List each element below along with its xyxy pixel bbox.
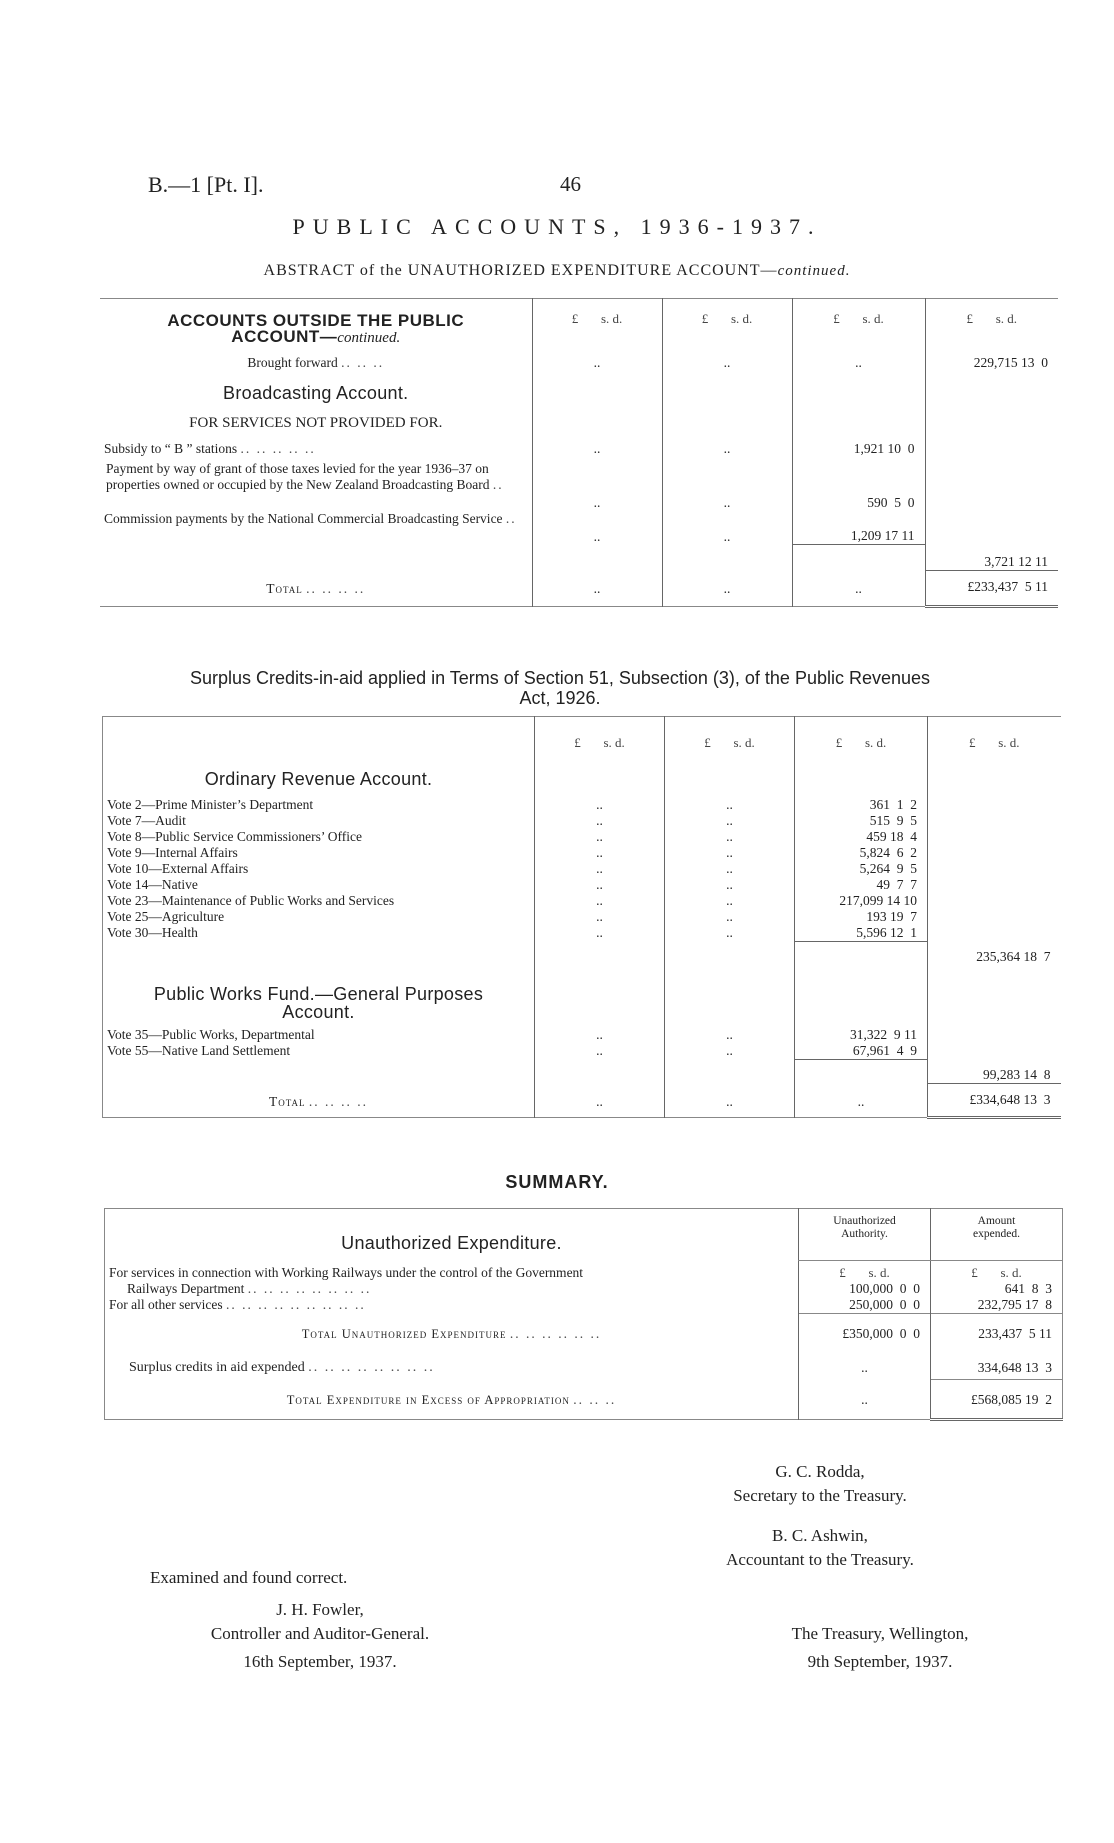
section1-total-col3: .. xyxy=(792,571,925,607)
vote-col1: .. xyxy=(535,909,665,925)
vote-row: Vote 25—Agriculture xyxy=(107,908,225,924)
vote-col1: .. xyxy=(535,877,665,893)
subtitle-main: ABSTRACT of the UNAUTHORIZED EXPENDITURE ACCOUNT— xyxy=(263,262,778,279)
surplus-credits-title xyxy=(80,668,1040,708)
ashwin-title: Accountant to the Treasury. xyxy=(726,1550,914,1569)
vote-col2: .. xyxy=(665,909,795,925)
page-number: 46 xyxy=(560,172,581,196)
section1-heading-line2: ACCOUNT— xyxy=(231,327,338,346)
brought-forward-col3: .. xyxy=(792,347,925,379)
commission-col1: .. xyxy=(532,511,662,545)
vote-amount: 5,824 6 2 xyxy=(795,845,928,861)
vote-amount: 5,264 9 5 xyxy=(795,861,928,877)
vote-amount: 515 9 5 xyxy=(795,813,928,829)
vote-row: Vote 23—Maintenance of Public Works and Services xyxy=(107,892,395,908)
summary-authority-currency: £ s. d. xyxy=(799,1261,931,1282)
vote-amount: 5,596 12 1 xyxy=(795,925,928,942)
section1-total-col1: .. xyxy=(532,571,662,607)
summary-table xyxy=(104,1208,1063,1421)
surplus-credits-label: Surplus credits in aid expended .. .. .. .. .. .. .. .. xyxy=(129,1359,435,1375)
summary-row-railways: For services in connection with Working Railways under the control of the Government xyxy=(109,1264,584,1280)
vote-row: Vote 2—Prime Minister’s Department xyxy=(107,796,314,812)
brought-forward-col2: .. xyxy=(662,347,792,379)
s2-col-header-1: £ s. d. xyxy=(535,717,665,755)
s2-col-header-4: £ s. d. xyxy=(928,717,1061,755)
treasury-location xyxy=(750,1622,1010,1674)
vote-row: Vote 7—Audit xyxy=(107,812,186,828)
payment-grant-col2: .. xyxy=(662,461,792,511)
vote-row: Vote 30—Health xyxy=(107,924,198,940)
treasury-date: 9th September, 1937. xyxy=(807,1652,953,1671)
vote-col1: .. xyxy=(535,925,665,942)
surplus-credits-authority: .. xyxy=(799,1348,931,1380)
section1-total-col2: .. xyxy=(662,571,792,607)
section1-grand-total: £233,437 5 11 xyxy=(925,571,1058,607)
broadcasting-row-subsidy: Subsidy to “ B ” stations .. .. .. .. .. xyxy=(104,440,316,456)
ordinary-revenue-title: Ordinary Revenue Account. xyxy=(204,768,433,789)
brought-forward-label: Brought forward .. .. .. xyxy=(247,354,385,370)
signature-rodda xyxy=(690,1460,950,1508)
examined-note: Examined and found correct. xyxy=(150,1568,348,1587)
vote-amount: 361 1 2 xyxy=(795,797,928,813)
vote-amount: 217,099 14 10 xyxy=(795,893,928,909)
summary-heading: Unauthorized Expenditure. xyxy=(341,1233,562,1253)
total-unauthorized-authority: £350,000 0 0 xyxy=(799,1314,931,1348)
railways-authority: 100,000 0 0 xyxy=(799,1281,931,1297)
vote-col2: .. xyxy=(665,813,795,829)
vote-row: Vote 8—Public Service Commissioners’ Office xyxy=(107,828,362,844)
surplus-title-line1: Surplus Credits-in-aid applied in Terms of Section 51, Subsection (3), of the Public Revenues xyxy=(189,668,931,688)
ashwin-name: B. C. Ashwin, xyxy=(772,1526,868,1545)
fowler-name: J. H. Fowler, xyxy=(276,1600,364,1619)
broadcasting-subtotal: 3,721 12 11 xyxy=(925,545,1058,571)
other-services-authority: 250,000 0 0 xyxy=(799,1297,931,1314)
vote-col1: .. xyxy=(535,1027,665,1043)
vote-col1: .. xyxy=(535,893,665,909)
document-reference: B.—1 [Pt. I]. xyxy=(148,172,264,197)
s2-col-header-2: £ s. d. xyxy=(665,717,795,755)
page-subtitle xyxy=(0,262,1114,280)
vote-col2: .. xyxy=(665,797,795,813)
subsidy-col2: .. xyxy=(662,441,792,461)
fowler-title: Controller and Auditor-General. xyxy=(210,1624,430,1643)
broadcasting-row-commission: Commission payments by the National Commercial Broadcasting Service .. xyxy=(104,510,517,526)
vote-col2: .. xyxy=(665,877,795,893)
vote-amount: 459 18 4 xyxy=(795,829,928,845)
col-header-3: £ s. d. xyxy=(792,299,925,347)
vote-col1: .. xyxy=(535,829,665,845)
s2-col-header-3: £ s. d. xyxy=(795,717,928,755)
excess-label: Total Expenditure in Excess of Appropriation .. .. .. xyxy=(286,1391,617,1407)
vote-row: Vote 14—Native xyxy=(107,876,198,892)
public-works-subtotal: 99,283 14 8 xyxy=(928,1060,1061,1084)
commission-amount: 1,209 17 11 xyxy=(792,511,925,545)
section1-heading-continued: continued. xyxy=(337,330,401,346)
vote-col2: .. xyxy=(665,829,795,845)
vote-col1: .. xyxy=(535,797,665,813)
section1-heading xyxy=(100,299,532,347)
subsidy-amount: 1,921 10 0 xyxy=(792,441,925,461)
total-unauthorized-label: Total Unauthorized Expenditure .. .. .. .. .. .. xyxy=(301,1325,602,1341)
surplus-credits-expended: 334,648 13 3 xyxy=(931,1348,1063,1380)
total-unauthorized-expended: 233,437 5 11 xyxy=(931,1314,1063,1348)
section2-total-label: Total .. .. .. .. xyxy=(268,1093,369,1109)
vote-col2: .. xyxy=(665,861,795,877)
section2-grand-total: £334,648 13 3 xyxy=(928,1084,1061,1118)
col-header-2: £ s. d. xyxy=(662,299,792,347)
public-works-fund-title: Public Works Fund.—General Purposes Account. xyxy=(153,984,484,1022)
ordinary-revenue-subtotal: 235,364 18 7 xyxy=(928,941,1061,965)
treasury-place: The Treasury, Wellington, xyxy=(791,1624,969,1643)
col-header-1: £ s. d. xyxy=(532,299,662,347)
page-title: PUBLIC ACCOUNTS, 1936-1937. xyxy=(292,214,822,239)
rodda-name: G. C. Rodda, xyxy=(775,1462,865,1481)
summary-row-other-services: For all other services .. .. .. .. .. .. .. .. .. xyxy=(109,1297,366,1312)
vote-col2: .. xyxy=(665,1043,795,1060)
vote-amount: 31,322 9 11 xyxy=(795,1027,928,1043)
summary-row-railways-dept: Railways Department .. .. .. .. .. .. .. .. xyxy=(127,1281,372,1296)
vote-amount: 193 19 7 xyxy=(795,909,928,925)
vote-col1: .. xyxy=(535,861,665,877)
vote-row: Vote 9—Internal Affairs xyxy=(107,844,238,860)
vote-col2: .. xyxy=(665,1027,795,1043)
vote-row: Vote 55—Native Land Settlement xyxy=(107,1043,291,1058)
section2-total-col3: .. xyxy=(795,1084,928,1118)
vote-col2: .. xyxy=(665,893,795,909)
surplus-credits-table xyxy=(102,716,1061,1119)
surplus-title-line2: Act, 1926. xyxy=(519,688,601,708)
subsidy-col1: .. xyxy=(532,441,662,461)
col-header-4: £ s. d. xyxy=(925,299,1058,347)
vote-col1: .. xyxy=(535,813,665,829)
payment-grant-amount: 590 5 0 xyxy=(792,461,925,511)
subtitle-continued: continued. xyxy=(777,263,851,279)
summary-title: SUMMARY. xyxy=(505,1172,609,1192)
other-services-expended: 232,795 17 8 xyxy=(931,1297,1063,1314)
excess-expended: £568,085 19 2 xyxy=(931,1380,1063,1420)
brought-forward-total: 229,715 13 0 xyxy=(925,347,1058,379)
vote-col2: .. xyxy=(665,925,795,942)
summary-expended-currency: £ s. d. xyxy=(931,1261,1063,1282)
section1-heading-line1: ACCOUNTS OUTSIDE THE PUBLIC xyxy=(167,311,465,330)
vote-col1: .. xyxy=(535,845,665,861)
excess-authority: .. xyxy=(799,1380,931,1420)
authority-column-header: Unauthorized Authority. xyxy=(799,1209,931,1261)
broadcasting-account-title: Broadcasting Account. xyxy=(223,382,409,403)
section1-total-label: Total .. .. .. .. xyxy=(266,580,366,596)
railways-expended: 641 8 3 xyxy=(931,1281,1063,1297)
section2-total-col1: .. xyxy=(535,1084,665,1118)
vote-col1: .. xyxy=(535,1043,665,1060)
vote-row: Vote 35—Public Works, Departmental xyxy=(107,1027,315,1042)
vote-col2: .. xyxy=(665,845,795,861)
accounts-outside-table xyxy=(100,298,1058,608)
broadcasting-row-payment-grant: Payment by way of grant of those taxes levied for the year 1936–37 on properties owned or occupied by the New Zealand Broadcasting Board .. xyxy=(106,460,504,492)
services-not-provided-title: FOR SERVICES NOT PROVIDED FOR. xyxy=(189,414,443,431)
section2-total-col2: .. xyxy=(665,1084,795,1118)
vote-amount: 49 7 7 xyxy=(795,877,928,893)
commission-col2: .. xyxy=(662,511,792,545)
vote-amount: 67,961 4 9 xyxy=(795,1043,928,1060)
vote-row: Vote 10—External Affairs xyxy=(107,860,249,876)
brought-forward-col1: .. xyxy=(532,347,662,379)
rodda-title: Secretary to the Treasury. xyxy=(733,1486,907,1505)
expended-column-header: Amount expended. xyxy=(931,1209,1063,1261)
payment-grant-col1: .. xyxy=(532,461,662,511)
signature-fowler xyxy=(190,1598,450,1674)
signature-ashwin xyxy=(690,1524,950,1572)
fowler-date: 16th September, 1937. xyxy=(243,1652,397,1671)
